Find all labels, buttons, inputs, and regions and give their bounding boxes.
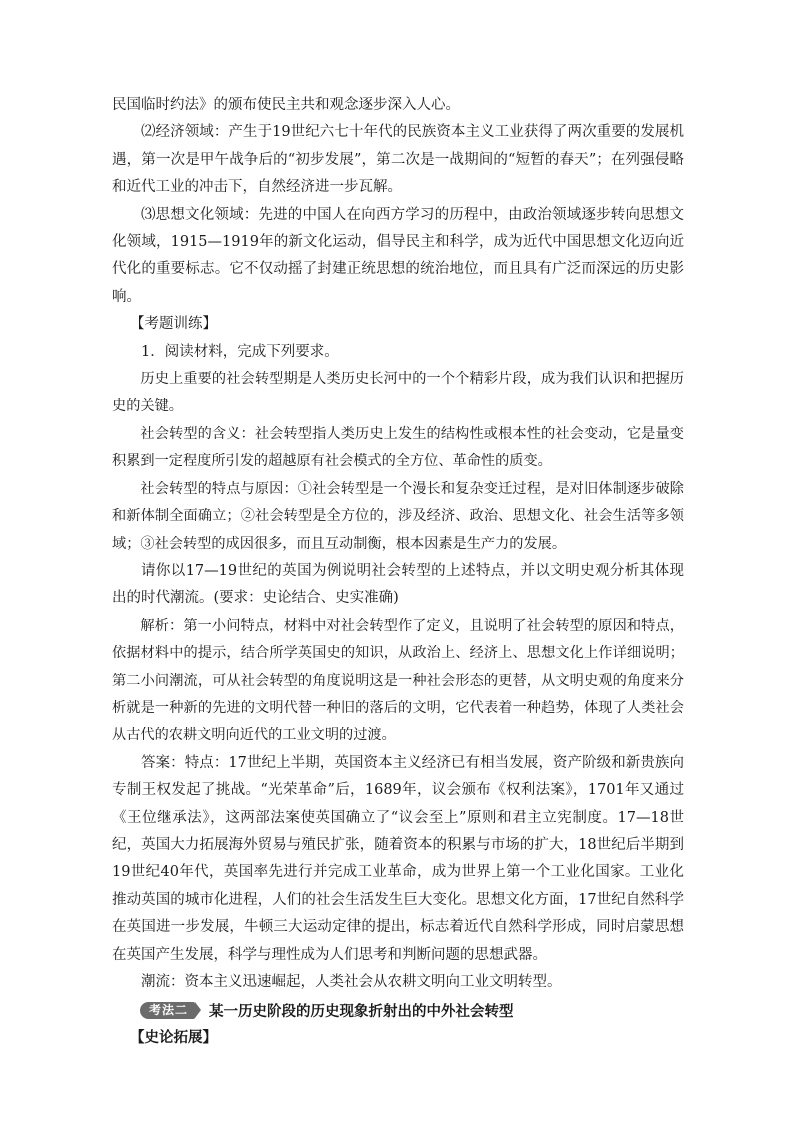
material-definition: 社会转型的含义：社会转型指人类历史上发生的结构性或根本性的社会变动，它是量变积累到一定程度所引发的超越原有社会模式的全方位、革命性的质变。 bbox=[112, 425, 684, 470]
analysis-text: 解析：第一小问特点，材料中对社会转型作了定义，且说明了社会转型的原因和特点，依据材料中的提示，结合所学英国史的知识，从政治上、经济上、思想文化上作详细说明；第二小问潮流，可从社会转型的角度说明这是一种社会形态的更替，从文明史观的角度来分析就是一种新的先进的文明代替一种旧的落后的文明，它代表着一种趋势，体现了人类社会从古代的农耕文明向近代的工业文明的过渡。 bbox=[112, 617, 684, 744]
paragraph-culture-field: ⑶思想文化领域：先进的中国人在向西方学习的历程中，由政治领域逐步转向思想文化领域，1915—1919年的新文化运动，倡导民主和科学，成为近代中国思想文化迈向近代化的重要标志。它不仅动摇了封建正统思想的统治地位，而且具有广泛而深远的历史影响。 bbox=[112, 206, 684, 305]
document-page bbox=[112, 92, 684, 1051]
trend-text: 潮流：资本主义迅速崛起，人类社会从农耕文明向工业文明转型。 bbox=[141, 974, 562, 990]
material-features: 社会转型的特点与原因：①社会转型是一个漫长和复杂变迁过程，是对旧体制逐步破除和新体制全面确立；②社会转型是全方位的，涉及经济、政治、思想文化、社会生活等多领域；③社会转型的成因很多，而且互动制衡，根本因素是生产力的发展。 bbox=[112, 480, 684, 552]
question-1-intro: 1．阅读材料，完成下列要求。 bbox=[141, 343, 339, 360]
paragraph-economic-field: ⑵经济领域：产生于19世纪六七十年代的民族资本主义工业获得了两次重要的发展机遇，第一次是甲午战争后的“初步发展”，第二次是一战期间的“短暂的春天”；在列强侵略和近代工业的冲击下，自然经济进一步瓦解。 bbox=[112, 124, 684, 196]
label-exam-training: 【考题训练】 bbox=[130, 316, 217, 333]
paragraph-political-continued: 民国临时约法》的颁布使民主共和观念逐步深入人心。 bbox=[112, 97, 460, 113]
label-historical-extension: 【史论拓展】 bbox=[130, 1028, 217, 1046]
section-heading bbox=[112, 996, 684, 1023]
section-badge: 考法二 bbox=[140, 1002, 195, 1019]
question-requirement: 请你以17—19世纪的英国为例说明社会转型的上述特点，并以文明史观分析其体现出的时代潮流。(要求：史论结合、史实准确) bbox=[112, 562, 684, 607]
section-title: 某一历史阶段的历史现象折射出的中外社会转型 bbox=[209, 1002, 514, 1020]
material-intro: 历史上重要的社会转型期是人类历史长河中的一个个精彩片段，成为我们认识和把握历史的关键。 bbox=[112, 371, 684, 415]
answer-text: 答案：特点：17世纪上半期，英国资本主义经济已有相当发展，资产阶级和新贵族向专制王权发起了挑战。“光荣革命”后，1689年，议会颁布《权利法案》，1701年又通过《王位继承法》，这两部法案使英国确立了“议会至上”原则和君主立宪制度。17—18世纪，英国大力拓展海外贸易与殖民扩张，随着资本的积累与市场的扩大，18世纪后半期到19世纪40年代，英国率先进行并完成工业革命，成为世界上第一个工业化国家。工业化推动英国的城市化进程，人们的社会生活发生巨大变化。思想文化方面，17世纪自然科学在英国进一步发展，牛顿三大运动定律的提出，标志着近代自然科学形成，同时启蒙思想在英国产生发展，科学与理性成为人们思考和判断问题的思想武器。 bbox=[112, 754, 684, 963]
